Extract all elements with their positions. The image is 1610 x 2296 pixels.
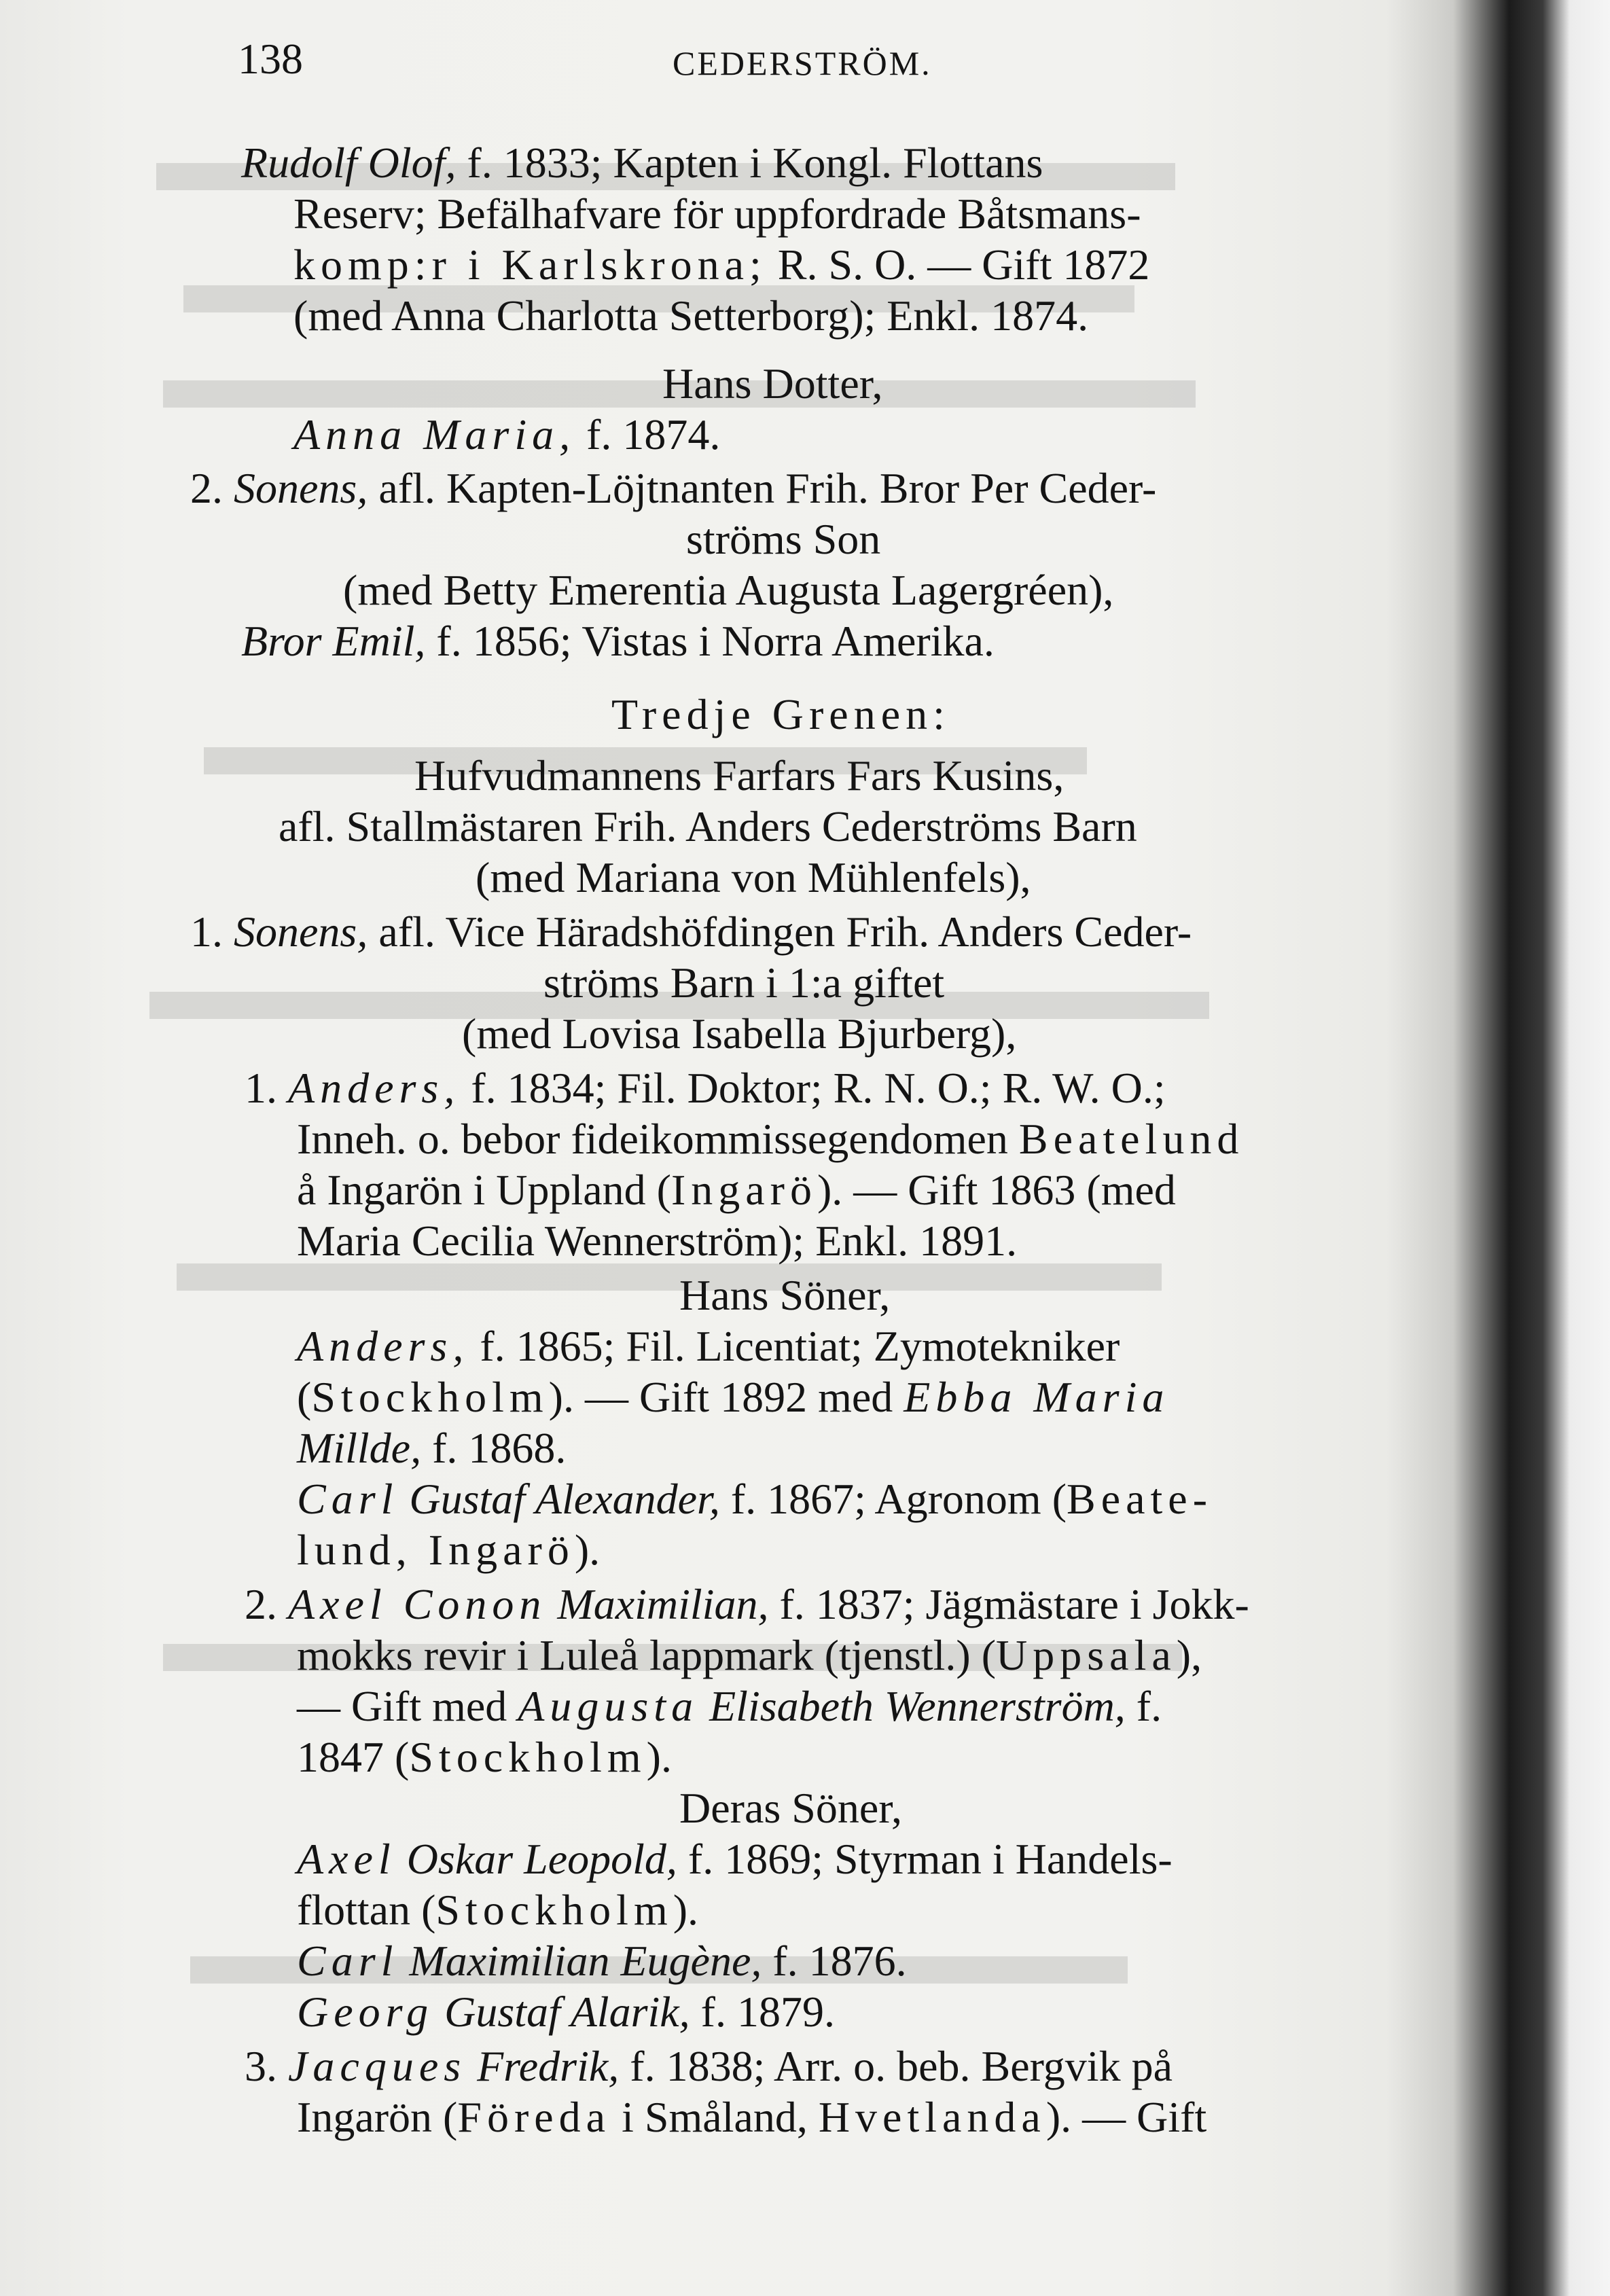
text-line: 1847 (Stockholm). bbox=[297, 1733, 672, 1781]
text-line: (Stockholm). — Gift 1892 med Ebba Maria bbox=[297, 1373, 1170, 1421]
text-line: ströms Son bbox=[686, 515, 881, 563]
running-title: CEDERSTRÖM. bbox=[673, 44, 932, 82]
text-line: Axel Oskar Leopold, f. 1869; Styrman i Handels- bbox=[297, 1835, 1173, 1883]
text-line: å Ingarön i Uppland (Ingarö). — Gift 1863 (med bbox=[297, 1166, 1176, 1214]
text-line: 2. Axel Conon Maximilian, f. 1837; Jägmästare i Jokk- bbox=[245, 1580, 1249, 1628]
text-line: Maria Cecilia Wennerström); Enkl. 1891. bbox=[297, 1217, 1018, 1265]
text-line: — Gift med Augusta Elisabeth Wennerström, f. bbox=[297, 1682, 1162, 1730]
text-line: (med Mariana von Mühlenfels), bbox=[476, 853, 1031, 901]
text-line: Deras Söner, bbox=[679, 1784, 902, 1832]
text-line: Bror Emil, f. 1856; Vistas i Norra Amerika. bbox=[241, 617, 995, 665]
text-line: Millde, f. 1868. bbox=[297, 1424, 567, 1472]
text-line: 2. Sonens, afl. Kapten-Löjtnanten Frih. Bror Per Ceder- bbox=[190, 464, 1157, 512]
text-line: afl. Stallmästaren Frih. Anders Cederströms Barn bbox=[279, 802, 1137, 850]
text-line: Georg Gustaf Alarik, f. 1879. bbox=[297, 1988, 835, 2036]
text-line: lund, Ingarö). bbox=[297, 1526, 601, 1574]
text-line: Reserv; Befälhafvare för uppfordrade Båtsmans- bbox=[293, 190, 1141, 238]
text-line: ströms Barn i 1:a giftet bbox=[543, 958, 945, 1007]
text-line: Carl Gustaf Alexander, f. 1867; Agronom (Beate- bbox=[297, 1475, 1213, 1523]
text-line: Rudolf Olof, f. 1833; Kapten i Kongl. Flottans bbox=[241, 139, 1043, 187]
text-line: Ingarön (Föreda i Småland, Hvetlanda). — Gift bbox=[297, 2093, 1207, 2141]
text-line: Carl Maximilian Eugène, f. 1876. bbox=[297, 1937, 907, 1985]
text-line: (med Betty Emerentia Augusta Lagergréen), bbox=[343, 566, 1114, 614]
section-heading: Tredje Grenen: bbox=[611, 690, 950, 738]
text-line: mokks revir i Luleå lappmark (tjenstl.) (Uppsala), bbox=[297, 1631, 1202, 1679]
text-line: flottan (Stockholm). bbox=[297, 1886, 699, 1934]
text-line: Inneh. o. bebor fideikommissegendomen Beatelund bbox=[297, 1115, 1245, 1163]
text-line: (med Lovisa Isabella Bjurberg), bbox=[462, 1009, 1017, 1058]
book-spine-shadow bbox=[1386, 0, 1610, 2296]
text-line: (med Anna Charlotta Setterborg); Enkl. 1874. bbox=[293, 291, 1089, 340]
text-line: Anna Maria, f. 1874. bbox=[293, 410, 721, 459]
text-line: Anders, f. 1865; Fil. Licentiat; Zymotekniker bbox=[297, 1322, 1120, 1370]
text-line: Hufvudmannens Farfars Fars Kusins, bbox=[414, 751, 1065, 800]
text-line: Hans Söner, bbox=[679, 1271, 891, 1319]
text-line: komp:r i Karlskrona; R. S. O. — Gift 1872 bbox=[293, 240, 1150, 289]
text-line: 1. Sonens, afl. Vice Häradshöfdingen Frih. Anders Ceder- bbox=[190, 908, 1192, 956]
text-line: Hans Dotter, bbox=[662, 359, 883, 408]
text-line: 3. Jacques Fredrik, f. 1838; Arr. o. beb. Bergvik på bbox=[245, 2042, 1173, 2090]
text-line: 1. Anders, f. 1834; Fil. Doktor; R. N. O.; R. W. O.; bbox=[245, 1064, 1166, 1112]
page-number: 138 bbox=[238, 35, 303, 83]
